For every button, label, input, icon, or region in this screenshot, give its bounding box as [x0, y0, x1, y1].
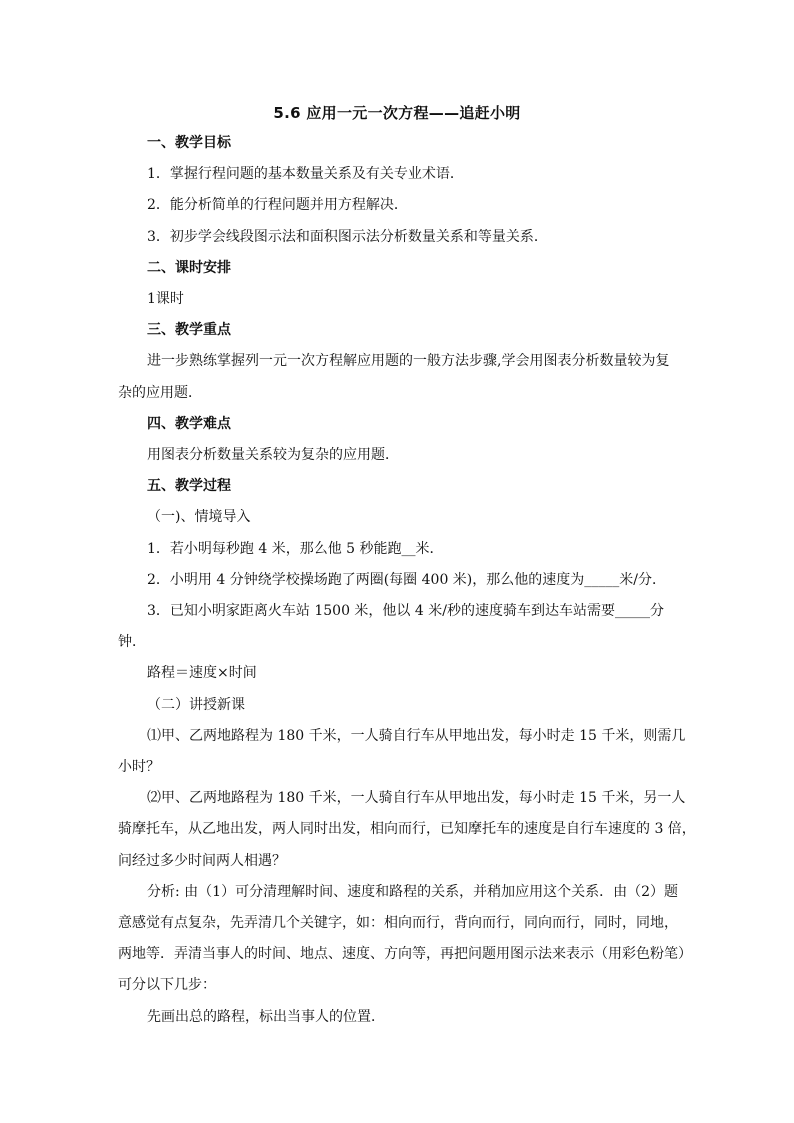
problem-2-line-2: 骑摩托车，从乙地出发，两人同时出发，相向而行，已知摩托车的速度是自行车速度的 3 倍，: [118, 821, 696, 837]
intro-question-2: 2．小明用 4 分钟绕学校操场跑了两圈(每圈 400 米)，那么他的速度为_____米/分．: [147, 572, 666, 588]
objective-1: 1．掌握行程问题的基本数量关系及有关专业术语．: [147, 166, 464, 182]
difficulties-text: 用图表分析数量关系较为复杂的应用题．: [147, 447, 399, 463]
intro-question-1: 1．若小明每秒跑 4 米，那么他 5 秒能跑__米．: [147, 541, 444, 557]
problem-1-line-1: ⑴甲、乙两地路程为 180 千米，一人骑自行车从甲地出发，每小时走 15 千米，则需几: [147, 728, 686, 744]
analysis-line-3: 两地等．弄清当事人的时间、地点、速度、方向等，再把问题用图示法来表示（用彩色粉笔）: [118, 946, 692, 962]
key-points-line-2: 杂的应用题．: [118, 385, 202, 401]
document-title: 5.6 应用一元一次方程——追赶小明: [273, 104, 521, 122]
key-points-heading: 三、教学重点: [147, 322, 231, 338]
objectives-heading: 一、教学目标: [147, 135, 231, 151]
new-lesson-heading: （二）讲授新课: [147, 697, 245, 713]
objective-2: 2．能分析简单的行程问题并用方程解决．: [147, 197, 408, 213]
step-text: 先画出总的路程，标出当事人的位置．: [147, 1009, 385, 1025]
intro-heading: （一)、情境导入: [147, 509, 251, 525]
schedule-text: 1课时: [147, 291, 184, 307]
analysis-line-4: 可分以下几步：: [118, 977, 216, 993]
problem-2-line-3: 问经过多少时间两人相遇？: [118, 853, 286, 869]
intro-question-3-line-2: 钟．: [118, 634, 146, 650]
problem-1-line-2: 小时？: [118, 759, 160, 775]
analysis-line-1: 分析: 由（1）可分清理解时间、速度和路程的关系，并稍加应用这个关系．由（2）题: [147, 884, 678, 900]
schedule-heading: 二、课时安排: [147, 260, 231, 276]
difficulties-heading: 四、教学难点: [147, 416, 231, 432]
intro-question-3-line-1: 3．已知小明家距离火车站 1500 米，他以 4 米/秒的速度骑车到达车站需要_____分: [147, 603, 664, 619]
distance-formula: 路程＝速度×时间: [147, 665, 257, 681]
problem-2-line-1: ⑵甲、乙两地路程为 180 千米，一人骑自行车从甲地出发，每小时走 15 千米，另一人: [147, 790, 686, 806]
objective-3: 3．初步学会线段图示法和面积图示法分析数量关系和等量关系．: [147, 229, 548, 245]
key-points-line-1: 进一步熟练掌握列一元一次方程解应用题的一般方法步骤,学会用图表分析数量较为复: [147, 353, 670, 369]
process-heading: 五、教学过程: [147, 478, 231, 494]
analysis-line-2: 意感觉有点复杂，先弄清几个关键字，如：相向而行，背向而行，同向而行，同时，同地，: [118, 915, 678, 931]
